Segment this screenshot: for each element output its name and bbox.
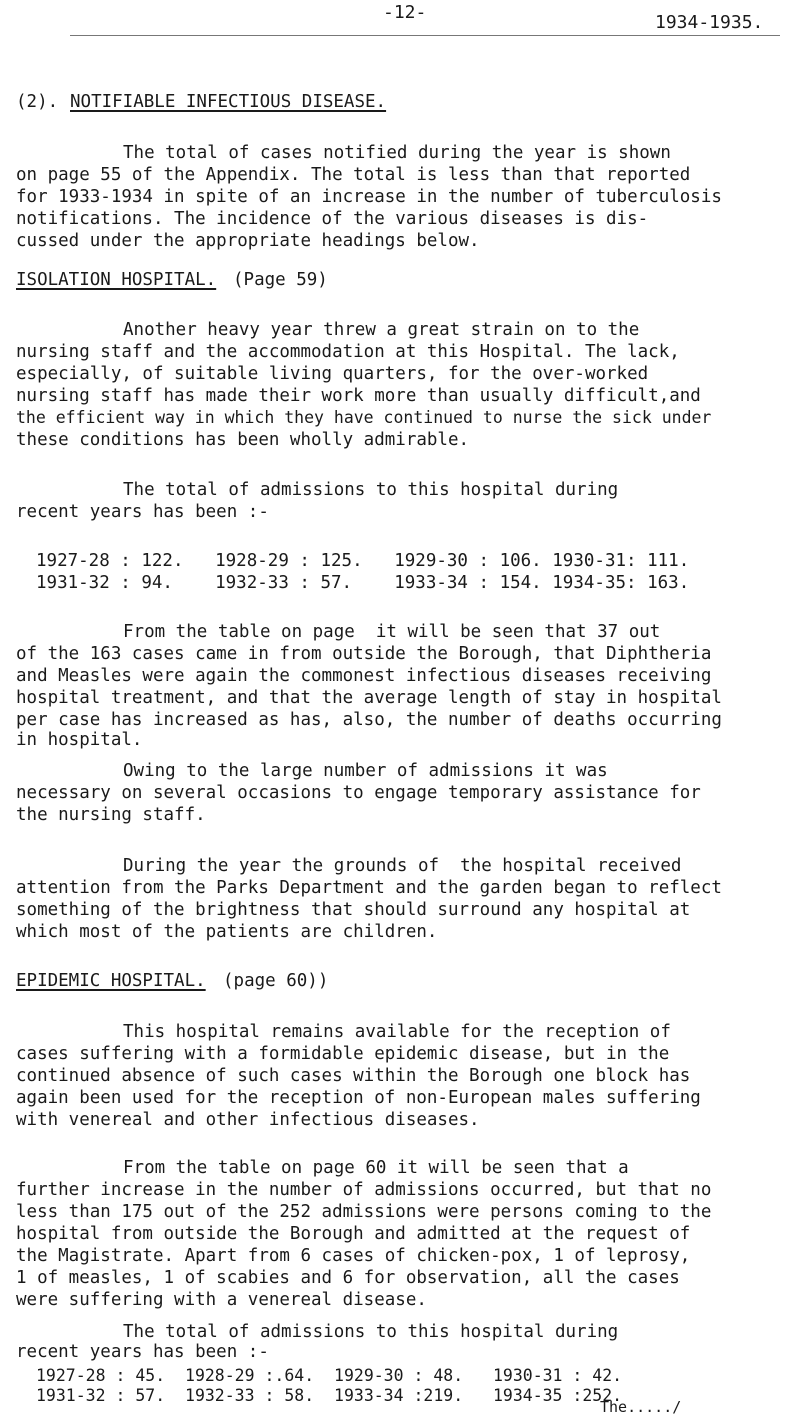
text-line: the Magistrate. Apart from 6 cases of chicken-pox, 1 of leprosy,: [16, 1246, 691, 1266]
text-line: of the 163 cases came in from outside the Borough, that Diphtheria: [16, 644, 712, 664]
text-line: attention from the Parks Department and the garden began to reflect: [16, 878, 722, 898]
table-row: 1931-32 : 94. 1932-33 : 57. 1933-34 : 154. 1934-35: 163.: [36, 573, 690, 593]
epidemic-heading: EPIDEMIC HOSPITAL.: [16, 971, 206, 991]
text-line: were suffering with a venereal disease.: [16, 1290, 427, 1310]
table-row: 1927-28 : 122. 1928-29 : 125. 1929-30 : 106. 1930-31: 111.: [36, 551, 690, 571]
year-range: 1934-1935.: [655, 12, 764, 33]
text-line: 1 of measles, 1 of scabies and 6 for observation, all the cases: [16, 1268, 680, 1288]
text-line: necessary on several occasions to engage temporary assistance for: [16, 783, 701, 803]
text-line: nursing staff has made their work more than usually difficult,and: [16, 386, 701, 406]
text-line: for 1933-1934 in spite of an increase in the number of tuberculosis: [16, 187, 722, 207]
text-line: During the year the grounds of the hospital received: [123, 856, 682, 876]
text-line: and Measles were again the commonest infectious diseases receiving: [16, 666, 712, 686]
text-line: nursing staff and the accommodation at this Hospital. The lack,: [16, 342, 680, 362]
text-line: on page 55 of the Appendix. The total is less than that reported: [16, 165, 691, 185]
isolation-heading: ISOLATION HOSPITAL.: [16, 270, 217, 290]
header-rule: [70, 35, 780, 36]
text-line: notifications. The incidence of the various diseases is dis-: [16, 209, 649, 229]
text-line: cussed under the appropriate headings below.: [16, 231, 480, 251]
text-line: further increase in the number of admissions occurred, but that no: [16, 1180, 712, 1200]
catchword: The...../: [600, 1398, 682, 1416]
text-line: The total of cases notified during the year is shown: [123, 143, 671, 163]
text-line: Another heavy year threw a great strain on to the: [123, 320, 640, 340]
page-number: -12-: [383, 2, 427, 23]
text-line: especially, of suitable living quarters, for the over-worked: [16, 364, 649, 384]
text-line: less than 175 out of the 252 admissions were persons coming to the: [16, 1202, 712, 1222]
text-line: recent years has been :-: [16, 1342, 269, 1362]
text-line: This hospital remains available for the reception of: [123, 1022, 671, 1042]
text-line: something of the brightness that should surround any hospital at: [16, 900, 691, 920]
table-row: 1931-32 : 57. 1932-33 : 58. 1933-34 :219. 1934-35 :252.: [36, 1386, 623, 1405]
text-line: continued absence of such cases within the Borough one block has: [16, 1066, 691, 1086]
isolation-page-ref: (Page 59): [233, 270, 328, 290]
text-line: these conditions has been wholly admirable.: [16, 430, 470, 450]
text-line: The total of admissions to this hospital during: [123, 1322, 619, 1342]
text-line: From the table on page it will be seen that 37 out: [123, 622, 661, 642]
text-line: From the table on page 60 it will be seen that a: [123, 1158, 629, 1178]
text-line: again been used for the reception of non-European males suffering: [16, 1088, 701, 1108]
text-line: Owing to the large number of admissions it was: [123, 761, 608, 781]
text-line: recent years has been :-: [16, 502, 269, 522]
text-line: in hospital.: [16, 730, 143, 750]
text-line: the efficient way in which they have continued to nurse the sick under: [16, 408, 712, 427]
text-line: the nursing staff.: [16, 805, 206, 825]
table-row: 1927-28 : 45. 1928-29 :.64. 1929-30 : 48. 1930-31 : 42.: [36, 1366, 623, 1385]
text-line: per case has increased as has, also, the number of deaths occurring: [16, 710, 722, 730]
text-line: hospital treatment, and that the average length of stay in hospital: [16, 688, 722, 708]
text-line: The total of admissions to this hospital during: [123, 480, 619, 500]
section-number: (2).: [16, 92, 59, 112]
section-heading: NOTIFIABLE INFECTIOUS DISEASE.: [70, 92, 387, 112]
text-line: hospital from outside the Borough and admitted at the request of: [16, 1224, 691, 1244]
text-line: with venereal and other infectious diseases.: [16, 1110, 480, 1130]
text-line: which most of the patients are children.: [16, 922, 438, 942]
text-line: cases suffering with a formidable epidemic disease, but in the: [16, 1044, 670, 1064]
epidemic-page-ref: (page 60)): [223, 971, 329, 991]
